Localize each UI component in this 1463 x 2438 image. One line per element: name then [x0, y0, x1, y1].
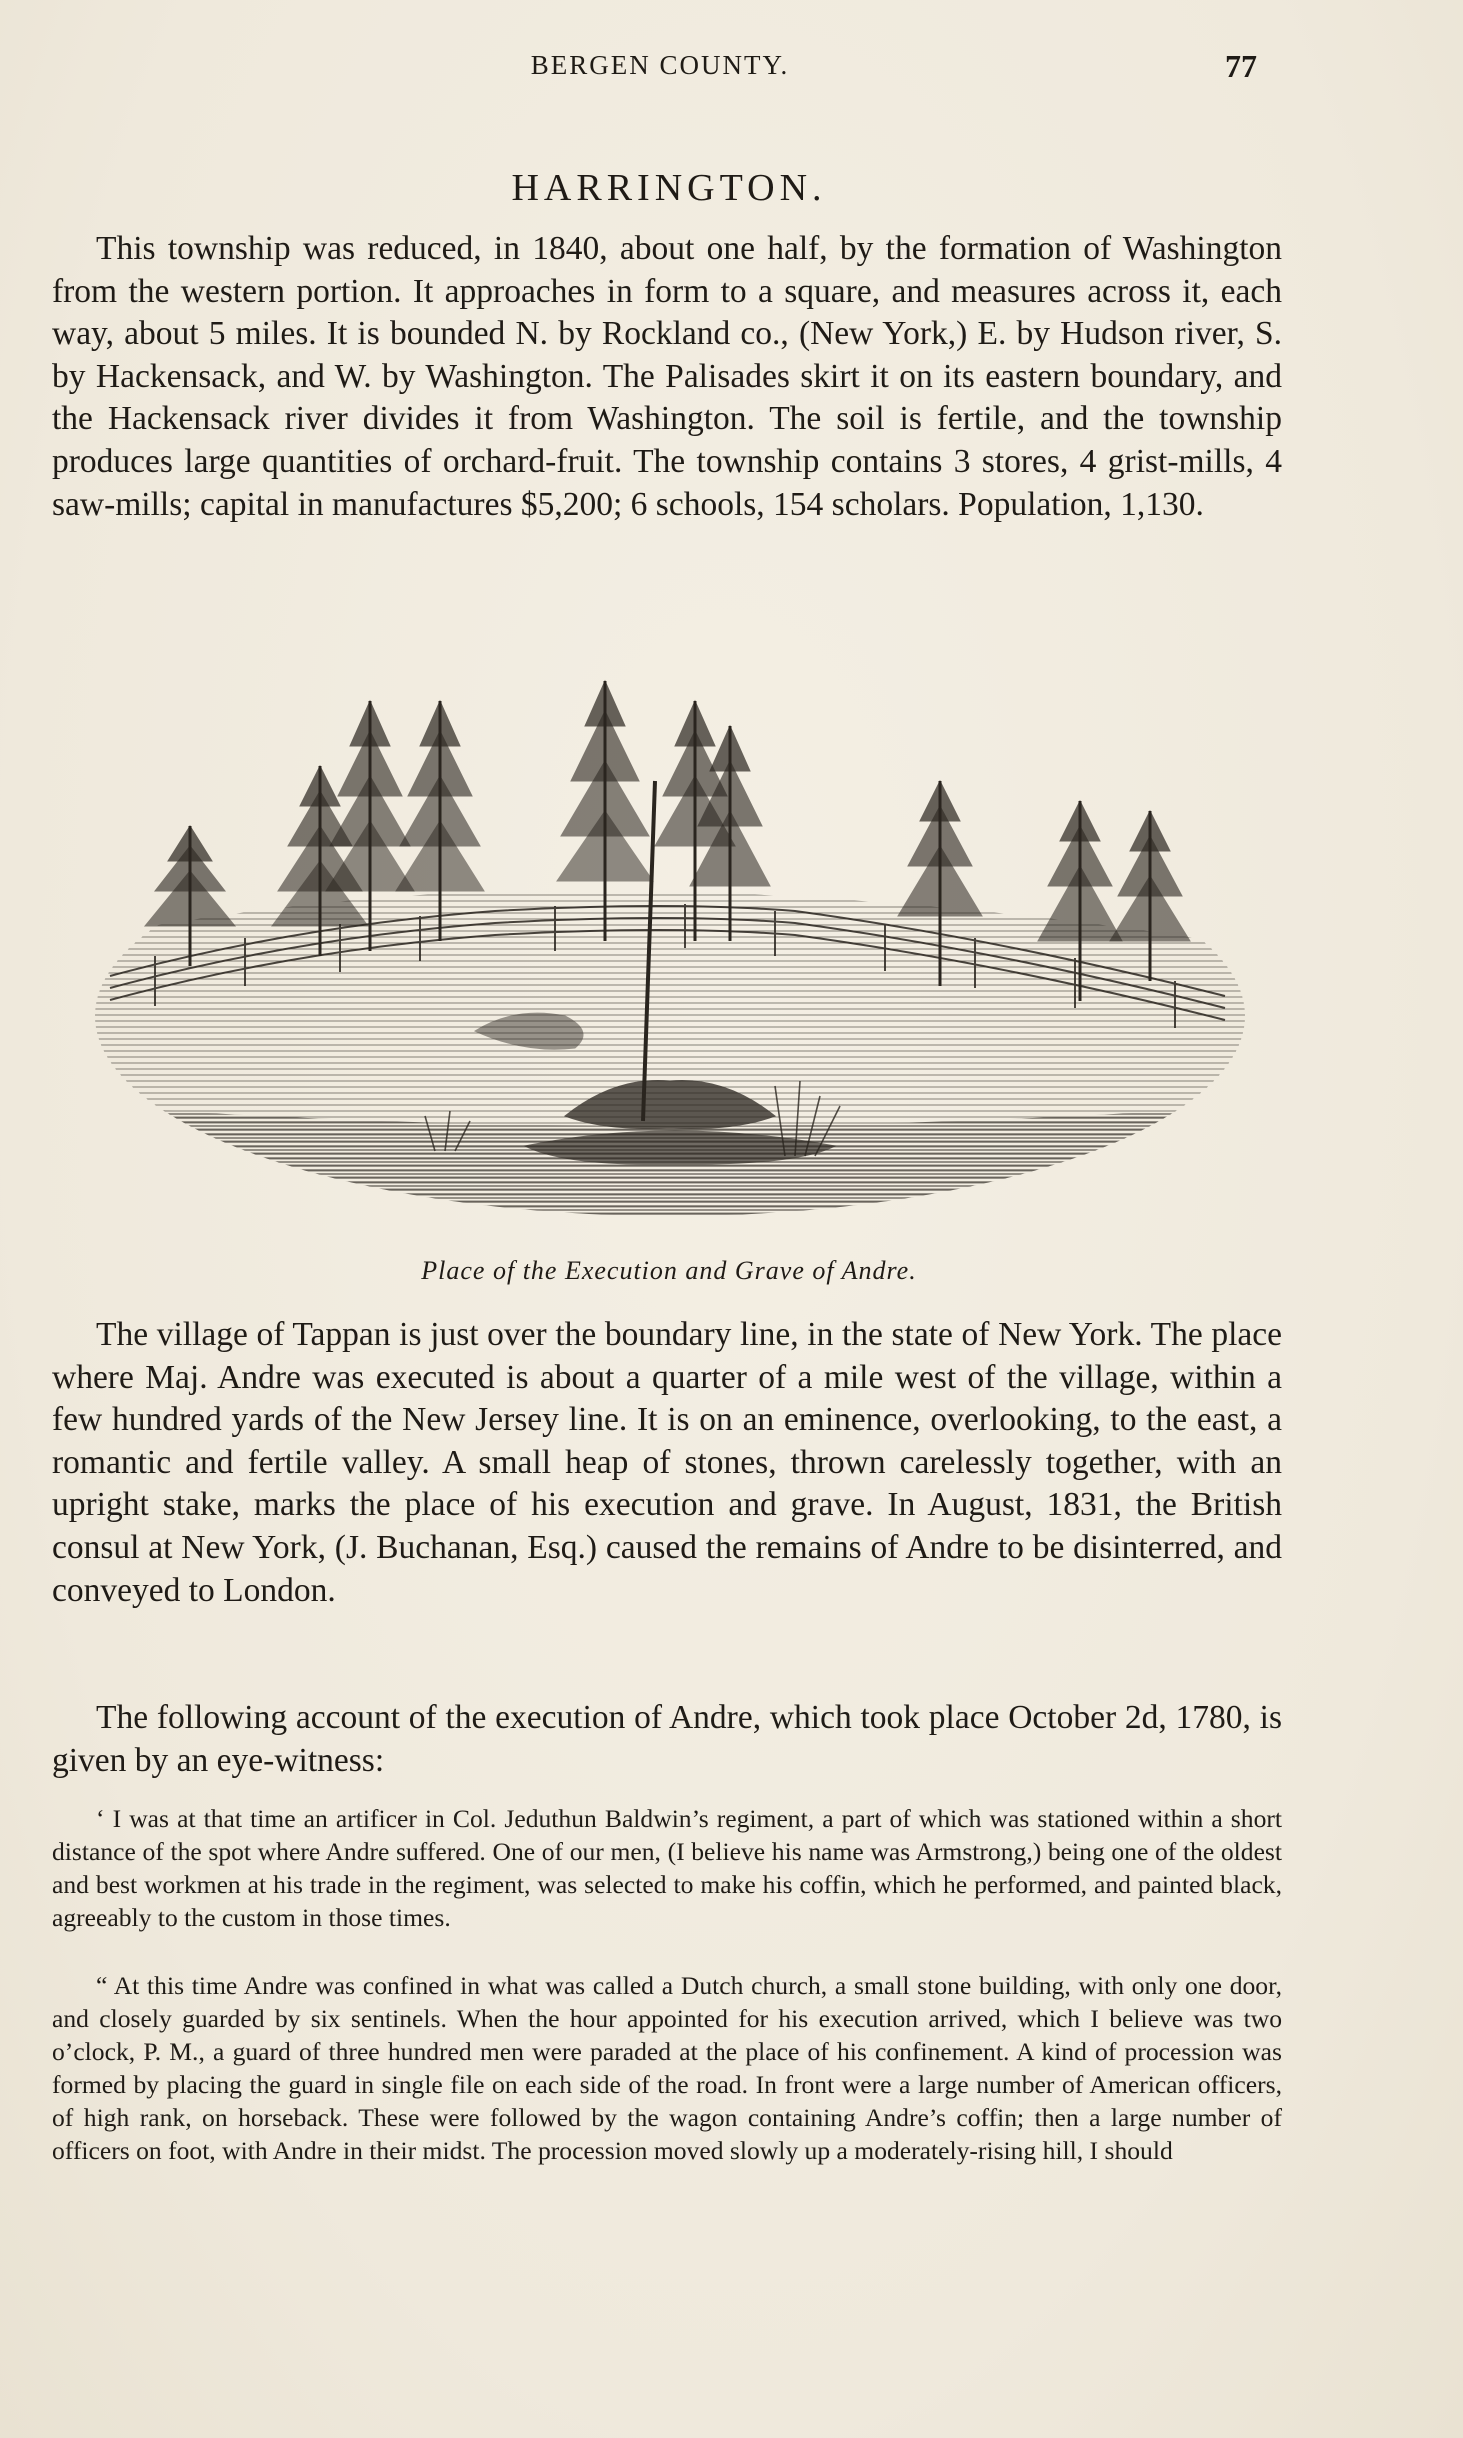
section-title: HARRINGTON. — [511, 167, 827, 209]
page-number: 77 — [1225, 48, 1257, 84]
running-header-title: BERGEN COUNTY. — [530, 50, 790, 80]
tappan-paragraph: The village of Tappan is just over the boundary line, in the state of New York. The place where Maj. Andre was executed is about a quarter of a mile west of the village, within a few hundred yards of the New Jersey line. It is on an eminence, overlooking, to the east, a romantic and fertile valley. A small heap of stones, thrown carelessly together, with an upright stake, marks the place of his execution and grave. In August, 1831, the British consul at New York, (J. Buchanan, Esq.) caused the remains of Andre to be disinterred, and conveyed to London. — [52, 1316, 1282, 1609]
eyewitness-quote-2: “ At this time Andre was confined in what was called a Dutch church, a small stone building, with only one door, and closely guarded by six sentinels. When the hour appointed for his execution arrived, which I believe was two o’clock, P. M., a guard of three hundred men were paraded at the place of his confinement. A kind of procession was formed by placing the guard in single file on each side of the road. In front were a large number of American officers, of high rank, on horseback. These were followed by the wagon containing Andre’s coffin; then a large number of officers on foot, with Andre in their midst. The procession moved slowly up a moderately-rising hill, I should — [52, 1971, 1282, 2165]
engraving-illustration — [95, 676, 1245, 1236]
intro-paragraph: This township was reduced, in 1840, about one half, by the formation of Washington from the western portion. It approaches in form to a square, and measures across it, each way, about 5 miles. It is bounded N. by Rockland co., (New York,) E. by Hudson river, S. by Hackensack, and W. by Washington. The Palisades skirt it on its eastern boundary, and the Hackensack river divides it from Washington. The soil is fertile, and the township produces large quantities of orchard-fruit. The township contains 3 stores, 4 grist-mills, 4 saw-mills; capital in manufactures $5,200; 6 schools, 154 scholars. Population, 1,130. — [52, 230, 1282, 523]
eyewitness-quote-1: ‘ I was at that time an artificer in Col. Jeduthun Baldwin’s regiment, a part of which was stationed within a short distance of the spot where Andre suffered. One of our men, (I believe his name was Armstrong,) being one of the oldest and best workmen at his trade in the regiment, was selected to make his coffin, which he performed, and painted black, agreeably to the custom in those times. — [52, 1804, 1282, 1932]
running-header — [0, 50, 1463, 90]
account-intro-paragraph: The following account of the execution of Andre, which took place October 2d, 1780, is given by an eye-witness: — [52, 1699, 1282, 1779]
figure-caption: Place of the Execution and Grave of Andre. — [421, 1256, 917, 1285]
